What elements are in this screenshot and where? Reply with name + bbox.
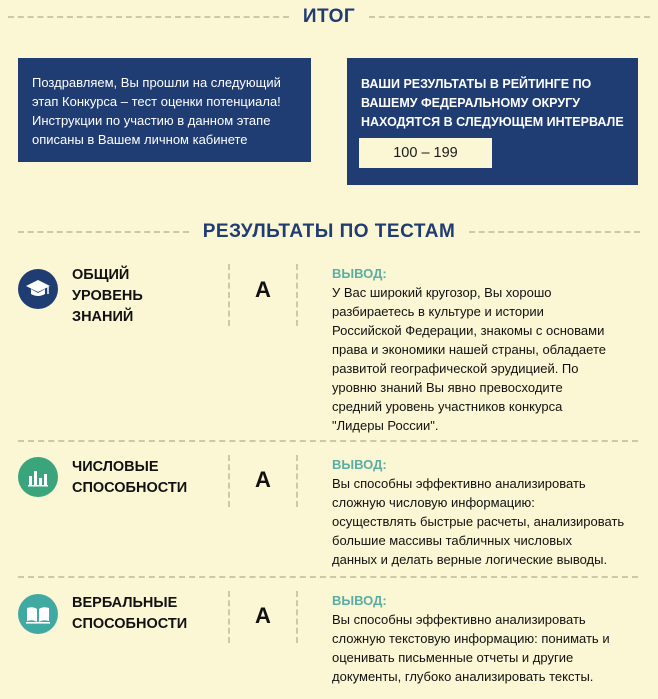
conclusion-line: осуществлять быстрые расчеты, анализировать	[332, 514, 625, 529]
test-name	[72, 457, 222, 499]
conclusion-line: Российской Федерации, знакомы с основами	[332, 323, 605, 338]
divider	[18, 231, 189, 233]
conclusion-line: права и экономики нашей страны, обладаете	[332, 342, 607, 357]
test-name-line: ВЕРБАЛЬНЫЕ	[72, 595, 178, 611]
rating-line: НАХОДЯТСЯ В СЛЕДУЮЩЕМ ИНТЕРВАЛЕ	[361, 115, 624, 129]
congrats-line: Поздравляем, Вы прошли на следующий	[32, 75, 281, 90]
test-name-line: ЗНАНИЙ	[72, 309, 134, 325]
congrats-line: описаны в Вашем личном кабинете	[32, 132, 248, 147]
conclusion-label: ВЫВОД:	[332, 593, 387, 608]
conclusion-line: оценивать письменные отчеты и другие	[332, 650, 574, 665]
conclusion-line: сложную числовую информацию:	[332, 495, 535, 510]
conclusion-line: средний уровень участников конкурса	[332, 399, 563, 414]
open-book-icon	[18, 594, 58, 634]
graduation-cap-icon	[18, 269, 58, 309]
tests-header	[0, 221, 658, 243]
test-name-line: УРОВЕНЬ	[72, 288, 143, 304]
divider	[296, 264, 298, 326]
rating-line: ВАШИ РЕЗУЛЬТАТЫ В РЕЙТИНГЕ ПО	[361, 77, 592, 91]
test-grade: А	[255, 603, 271, 628]
rating-line: ВАШЕМУ ФЕДЕРАЛЬНОМУ ОКРУГУ	[361, 96, 580, 110]
bar-chart-icon	[18, 457, 58, 497]
row-divider	[18, 576, 638, 578]
row-divider	[18, 440, 638, 442]
congrats-box	[18, 58, 311, 162]
conclusion-line: У Вас широкий кругозор, Вы хорошо	[332, 285, 552, 300]
conclusion-line: сложную текстовую информацию: понимать и	[332, 631, 610, 646]
divider	[469, 231, 640, 233]
conclusion-line: развитой географической эрудицией. По	[332, 361, 579, 376]
rating-box	[347, 58, 638, 185]
conclusion-line: разбираетесь в культуре и истории	[332, 304, 544, 319]
conclusion-line: большие массивы табличных числовых	[332, 533, 572, 548]
conclusion-label: ВЫВОД:	[332, 457, 387, 472]
test-conclusion	[332, 455, 637, 569]
tests-title: РЕЗУЛЬТАТЫ ПО ТЕСТАМ	[202, 221, 456, 242]
itog-title: ИТОГ	[302, 6, 356, 27]
conclusion-line: Вы способны эффективно анализировать	[332, 612, 586, 627]
test-name-line: СПОСОБНОСТИ	[72, 480, 188, 496]
conclusion-line: Вы способны эффективно анализировать	[332, 476, 586, 491]
test-name-line: СПОСОБНОСТИ	[72, 616, 188, 632]
conclusion-line: данных и делать верные логические выводы.	[332, 552, 608, 567]
test-conclusion	[332, 591, 637, 686]
test-name	[72, 265, 222, 328]
rating-range-value: 100 – 199	[359, 138, 492, 168]
itog-header	[0, 6, 658, 28]
congrats-line: Инструкции по участию в данном этапе	[32, 113, 271, 128]
test-name-line: ОБЩИЙ	[72, 267, 130, 283]
divider	[296, 455, 298, 507]
conclusion-label: ВЫВОД:	[332, 266, 387, 281]
conclusion-line: документы, глубоко анализировать тексты.	[332, 669, 594, 684]
conclusion-line: уровню знаний Вы явно превосходите	[332, 380, 563, 395]
test-name-line: ЧИСЛОВЫЕ	[72, 459, 159, 475]
divider	[8, 16, 289, 18]
test-grade: А	[255, 467, 271, 492]
test-conclusion	[332, 264, 637, 435]
divider	[296, 591, 298, 643]
test-grade: А	[255, 277, 271, 302]
congrats-line: этап Конкурса – тест оценки потенциала!	[32, 94, 281, 109]
divider	[369, 16, 650, 18]
conclusion-line: "Лидеры России".	[332, 418, 439, 433]
test-name	[72, 593, 222, 635]
